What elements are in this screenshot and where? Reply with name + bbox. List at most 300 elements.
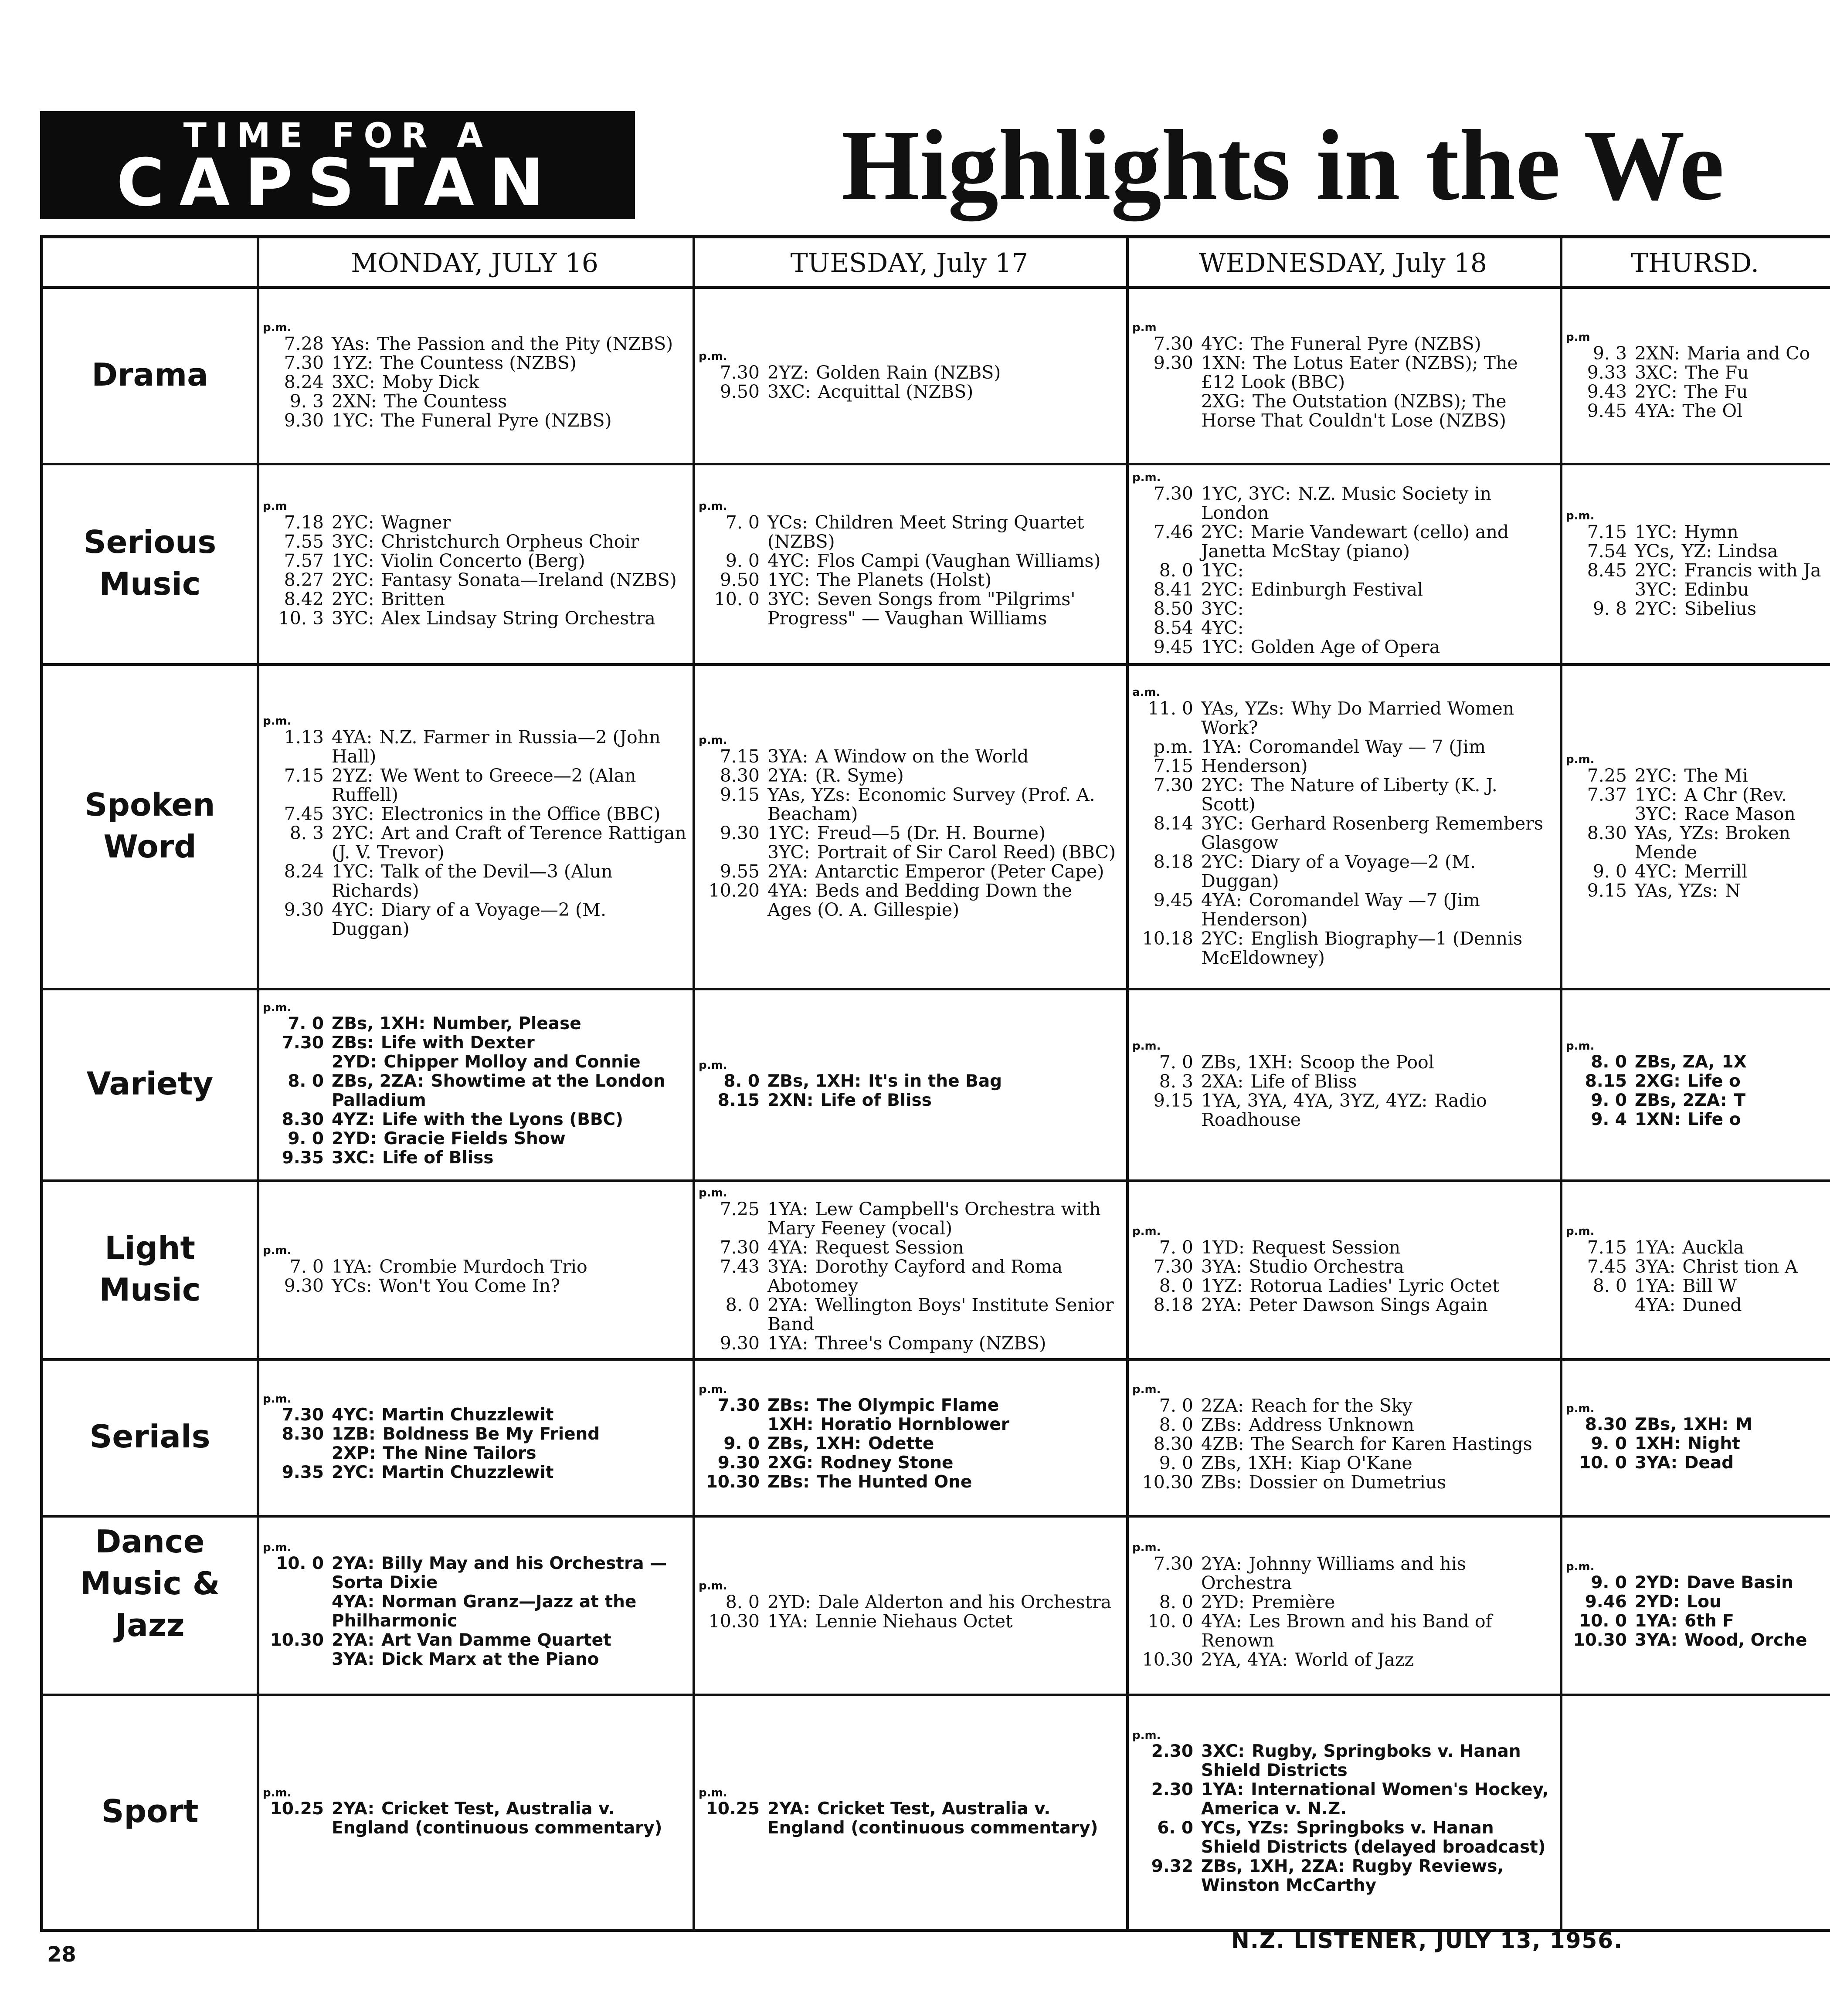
programme-entry: [263, 823, 686, 862]
station-call-sign: 1YC:: [332, 550, 374, 571]
programme-details: [1201, 737, 1554, 776]
station-call-sign: YCs:: [767, 512, 808, 533]
programme-title: A Chr (Rev.: [1684, 784, 1787, 805]
station-call-sign: 4YA:: [767, 880, 808, 901]
programme-cell-content: [1132, 686, 1554, 967]
station-call-sign: 1YZ:: [1201, 1275, 1243, 1296]
programme-entry: [1566, 599, 1824, 618]
programme-entry: [699, 1238, 1120, 1257]
programme-entry: [1566, 1434, 1824, 1454]
programme-details: [1635, 1612, 1824, 1631]
station-call-sign: ZBs:: [1201, 1472, 1242, 1493]
programme-details: [1201, 1434, 1554, 1454]
broadcast-time: 10.30: [1142, 1649, 1193, 1670]
broadcast-time: 7.30: [720, 362, 760, 383]
programme-entry: [699, 363, 1120, 382]
station-call-sign: 1YC:: [1635, 784, 1677, 805]
broadcast-time: 7.54: [1587, 541, 1627, 562]
programme-details: [332, 1149, 686, 1168]
programme-title: Peter Dawson Sings Again: [1249, 1294, 1488, 1315]
programme-details: [767, 382, 1120, 401]
station-call-sign: 1XH:: [767, 1415, 814, 1434]
broadcast-time: 8. 0: [1159, 1275, 1193, 1296]
programme-details: [1201, 891, 1554, 929]
broadcast-time: 9.15: [1587, 880, 1627, 901]
time-period-label: p.m.: [263, 1786, 292, 1799]
programme-entry: [1132, 334, 1554, 353]
programme-entry: [263, 353, 686, 373]
programme-entry: [1566, 766, 1824, 785]
programme-entry: [263, 862, 686, 900]
broadcast-time: [1132, 392, 1201, 430]
station-call-sign: 4YA:: [332, 726, 373, 748]
programme-cell: [1132, 994, 1554, 1175]
station-call-sign: ZBs, ZA,: [1635, 1052, 1715, 1072]
programme-cell: [263, 469, 686, 659]
time-period-label: p.m.: [1132, 1040, 1161, 1053]
programme-details: [1635, 881, 1824, 900]
programme-entry: [263, 766, 686, 804]
broadcast-time: 10.30: [708, 1611, 760, 1632]
programme-entry: [1132, 1091, 1554, 1129]
programme-title: It's in the Bag: [868, 1071, 1002, 1091]
programme-cell: [1132, 469, 1554, 659]
broadcast-time: 10. 0: [276, 1554, 324, 1573]
programme-cell-content: [699, 734, 1120, 919]
station-call-sign: 2YD:: [1635, 1592, 1680, 1612]
programme-entry: [1566, 823, 1824, 862]
station-call-sign: 3YA:: [1635, 1256, 1676, 1277]
programme-details: [332, 1554, 686, 1592]
programme-details: [332, 1444, 686, 1463]
grid-row-rule: [43, 463, 1830, 465]
station-call-sign: 2XG:: [1635, 1071, 1681, 1091]
programme-details: [1201, 522, 1554, 561]
programme-title: Dossier on Dumetrius: [1249, 1472, 1446, 1493]
broadcast-time: 9. 8: [1592, 598, 1627, 619]
programme-entry: [1566, 1238, 1824, 1257]
programme-title: Electronics in the Office (BBC): [381, 803, 661, 824]
programme-details: [1635, 862, 1824, 881]
programme-details: [332, 590, 686, 609]
programme-details: [767, 570, 1120, 590]
broadcast-time: 8.18: [1153, 1294, 1193, 1315]
programme-entry: [263, 1463, 686, 1482]
broadcast-time: 9. 0: [1591, 1573, 1627, 1592]
programme-entry: [263, 1425, 686, 1444]
programme-entry: [263, 1149, 686, 1168]
broadcast-time: 10. 0: [1579, 1453, 1627, 1473]
programme-entry: [699, 1091, 1120, 1110]
programme-details: [1201, 1295, 1554, 1315]
programme-title: Rugby, Springboks v. Hanan Shield Districts: [1201, 1742, 1521, 1780]
station-call-sign: 1YC:: [767, 822, 810, 844]
day-header: THURSD.: [1630, 248, 1759, 278]
broadcast-time: 9.30: [717, 1453, 760, 1473]
programme-title: Alex Lindsay String Orchestra: [381, 608, 655, 629]
broadcast-time: 10.30: [1142, 1472, 1193, 1493]
time-period-label: p.m.: [1566, 509, 1595, 522]
broadcast-time: [263, 1650, 332, 1669]
programme-entry: [1566, 1454, 1824, 1473]
programme-title: Rodney Stone: [820, 1453, 954, 1473]
grid-row-rule: [43, 1179, 1830, 1182]
programme-title: Auckla: [1682, 1237, 1744, 1258]
broadcast-time: 8.24: [284, 861, 324, 882]
programme-details: [332, 551, 686, 570]
programme-title: Dave Basin: [1687, 1573, 1793, 1592]
time-period-label: p.m.: [1566, 1040, 1595, 1053]
programme-details: [332, 823, 686, 862]
programme-entry: [1566, 1573, 1824, 1592]
programme-entry: [1132, 1434, 1554, 1454]
programme-cell-content: [1132, 1225, 1554, 1315]
programme-entry: [1132, 1238, 1554, 1257]
programme-details: [767, 1592, 1120, 1612]
category-label: Serials: [89, 1418, 211, 1455]
programme-title: Dead: [1684, 1453, 1734, 1473]
category-label: Serious Music: [83, 524, 217, 602]
programme-entry: [263, 532, 686, 551]
broadcast-time: 8. 3: [1159, 1071, 1193, 1092]
station-call-sign: 2YA:: [767, 861, 808, 882]
programme-title: Life of Bliss: [382, 1148, 494, 1168]
time-period-label: p.m: [1566, 330, 1590, 344]
broadcast-time: 7. 0: [1159, 1237, 1193, 1258]
programme-details: [332, 900, 686, 939]
grid-column-rule: [1126, 238, 1129, 1929]
programme-details: [332, 1276, 686, 1295]
station-call-sign: 3YA:: [1635, 1630, 1678, 1650]
programme-cell-content: [1566, 1040, 1824, 1129]
programme-entry: [1132, 1780, 1554, 1819]
programme-details: [332, 1799, 686, 1838]
ad-tagline: TIME FOR A: [183, 116, 492, 156]
programme-entry: [1132, 1257, 1554, 1276]
station-call-sign: 4ZB:: [1201, 1433, 1244, 1454]
programme-cell: [1566, 1364, 1824, 1511]
programme-entry: [1566, 881, 1824, 900]
programme-entry: [1132, 1295, 1554, 1315]
programme-title: Showtime at the London Palladium: [332, 1071, 665, 1110]
broadcast-time: 7.43: [720, 1256, 760, 1277]
broadcast-time: 7.46: [1153, 522, 1193, 542]
station-call-sign: 4YC:: [1201, 333, 1244, 354]
station-call-sign: 2YA:: [767, 765, 808, 786]
broadcast-time: 7.15: [284, 765, 324, 786]
programme-entry: [1132, 484, 1554, 522]
programme-entry: [263, 900, 686, 939]
programme-title: The Fu: [1684, 381, 1748, 402]
station-call-sign: 2YC:: [1635, 381, 1677, 402]
programme-details: [1635, 1295, 1824, 1315]
programme-entry: [1132, 1473, 1554, 1492]
programme-entry: [699, 1396, 1120, 1415]
programme-entry: [1132, 929, 1554, 967]
broadcast-time: 9.15: [720, 784, 760, 805]
programme-details: [767, 590, 1120, 628]
programme-entry: [263, 1014, 686, 1033]
programme-cell: [699, 994, 1120, 1175]
station-call-sign: 1YA:: [767, 1199, 808, 1220]
programme-entry: [1132, 1072, 1554, 1091]
broadcast-time: 7. 0: [725, 512, 760, 533]
programme-details: [767, 1473, 1120, 1492]
programme-cell: [1566, 292, 1824, 458]
programme-cell: [263, 1364, 686, 1511]
station-call-sign: 4YA:: [767, 1237, 808, 1258]
broadcast-time: 8. 0: [725, 1592, 760, 1613]
broadcast-time: 9.43: [1587, 381, 1627, 402]
programme-entry: [1566, 1053, 1824, 1072]
time-period-label: p.m.: [1566, 1402, 1595, 1415]
programme-entry: [699, 570, 1120, 590]
programme-details: [1201, 1473, 1554, 1492]
programme-details: [1635, 401, 1824, 420]
programme-title: Les Brown and his Band of Renown: [1201, 1611, 1492, 1651]
broadcast-time: 7.30: [1153, 333, 1193, 354]
station-call-sign: 4YZ:: [332, 1110, 375, 1129]
programme-details: [332, 532, 686, 551]
broadcast-time: 9.30: [1153, 352, 1193, 373]
programme-cell-content: [699, 1383, 1120, 1492]
broadcast-time: 8.27: [284, 569, 324, 590]
station-call-sign: 2YA, 4YA:: [1201, 1649, 1288, 1670]
programme-cell-content: [1132, 1541, 1554, 1669]
programme-entry: [1132, 891, 1554, 929]
programme-cell: [263, 1700, 686, 1925]
station-call-sign: 1YA:: [1635, 1611, 1678, 1631]
programme-cell-content: [263, 1786, 686, 1838]
programme-cell-content: [699, 350, 1120, 401]
programme-details: [767, 1434, 1120, 1454]
broadcast-time: 7.45: [1587, 1256, 1627, 1277]
time-period-label: p.m.: [699, 1383, 727, 1396]
station-call-sign: 4YC:: [767, 550, 810, 571]
programme-details: [1201, 929, 1554, 967]
programme-title: Address Unknown: [1249, 1414, 1414, 1435]
programme-details: [767, 1295, 1120, 1334]
station-call-sign: YAs, YZs:: [1635, 880, 1718, 901]
station-call-sign: 4YC:: [332, 899, 374, 920]
programme-details: [332, 1425, 686, 1444]
programme-title: Duned: [1682, 1294, 1742, 1315]
programme-title: A Window on the World: [815, 745, 1029, 767]
programme-title: The Ol: [1682, 400, 1743, 421]
programme-title: Springboks v. Hanan Shield Districts (delayed broadcast): [1201, 1818, 1546, 1857]
programme-title: Diary of a Voyage—2 (M. Duggan): [1201, 851, 1476, 891]
programme-title: Hymn: [1684, 522, 1738, 542]
programme-title: Seven Songs from "Pilgrims' Progress" — Vaughan Williams: [767, 589, 1076, 629]
programme-entry: [263, 1276, 686, 1295]
programme-title: Art Van Damme Quartet: [381, 1630, 611, 1650]
station-call-sign: 2YD:: [767, 1592, 811, 1613]
station-call-sign: 1YA:: [1635, 1275, 1676, 1296]
broadcast-time: 9. 3: [1592, 342, 1627, 364]
programme-cell: [263, 1521, 686, 1689]
station-call-sign: 2YC:: [1201, 774, 1244, 796]
programme-details: [767, 862, 1120, 881]
programme-entry: [1566, 1415, 1824, 1434]
programme-entry: [1566, 1072, 1824, 1091]
station-call-sign: ZBs, 1XH:: [1635, 1415, 1729, 1434]
programme-title: Portrait of Sir Carol Reed) (BBC): [817, 841, 1116, 863]
programme-entry: [1132, 1454, 1554, 1473]
broadcast-time: 7.18: [284, 512, 324, 533]
station-call-sign: ZBs:: [332, 1033, 374, 1053]
programme-cell-content: [1566, 1225, 1824, 1315]
programme-entry: [1566, 522, 1824, 542]
programme-details: [1635, 599, 1824, 618]
station-call-sign: 1YA:: [767, 1333, 808, 1354]
broadcast-time: [1566, 580, 1635, 599]
programme-entry: [1132, 1742, 1554, 1780]
programme-details: [1201, 580, 1554, 599]
broadcast-time: 10.18: [1142, 928, 1193, 949]
station-call-sign: 2YC:: [332, 589, 374, 610]
programme-entry: [699, 747, 1120, 766]
programme-cell-content: [699, 1786, 1120, 1838]
station-call-sign: 2YZ:: [332, 765, 373, 786]
broadcast-time: 9. 0: [1591, 1434, 1627, 1454]
time-period-label: p.m: [1132, 321, 1157, 334]
station-call-sign: 1YC:: [332, 410, 374, 431]
grid-row-rule: [43, 988, 1830, 990]
programme-details: [332, 1053, 686, 1072]
programme-title: Britten: [381, 589, 445, 610]
broadcast-time: 8.24: [284, 371, 324, 393]
programme-details: [1201, 1554, 1554, 1592]
programme-details: [1635, 363, 1824, 382]
programme-title: Wagner: [381, 512, 451, 533]
station-call-sign: 1YA:: [1201, 736, 1242, 757]
broadcast-time: [263, 1592, 332, 1631]
programme-cell: [1132, 1700, 1554, 1925]
programme-cell-content: [263, 715, 686, 939]
programme-title: Violin Concerto (Berg): [381, 550, 585, 571]
programme-entry: [263, 590, 686, 609]
station-call-sign: 2XG:: [1201, 390, 1246, 412]
programme-details: [332, 570, 686, 590]
programme-entry: [699, 551, 1120, 570]
time-period-label: a.m.: [1132, 685, 1161, 699]
programme-title: The Nature of Liberty (K. J. Scott): [1201, 774, 1497, 815]
station-call-sign: 1XH:: [1635, 1434, 1681, 1454]
broadcast-time: 9.32: [1151, 1857, 1193, 1876]
station-call-sign: 3YA:: [332, 1650, 375, 1669]
station-call-sign: 3YC:: [332, 531, 374, 552]
programme-entry: [1132, 737, 1554, 776]
station-call-sign: ZBs, 1XH:: [767, 1434, 862, 1454]
programme-title: Marie Vandewart (cello) and Janetta McStay (piano): [1201, 522, 1509, 562]
broadcast-time: 9.30: [720, 1333, 760, 1354]
programme-details: [1201, 1454, 1554, 1473]
time-period-label: p.m.: [263, 714, 292, 728]
programme-details: [332, 728, 686, 766]
programme-cell: [699, 669, 1120, 983]
programme-entry: [1566, 1612, 1824, 1631]
programme-details: [332, 1650, 686, 1669]
time-period-label: p.m: [263, 500, 287, 513]
programme-entry: [1566, 1592, 1824, 1612]
broadcast-time: 8. 0: [1591, 1052, 1627, 1072]
programme-title: Won't You Come In?: [379, 1275, 560, 1296]
station-call-sign: 1YD:: [1201, 1237, 1245, 1258]
programme-details: [1635, 1631, 1824, 1650]
programme-title: The Countess (NZBS): [380, 352, 577, 373]
programme-details: [332, 373, 686, 392]
station-call-sign: 2ZA:: [1201, 1395, 1244, 1416]
time-period-label: p.m.: [263, 1001, 292, 1014]
programme-details: [332, 1257, 686, 1276]
programme-title: Life of Bliss: [820, 1091, 932, 1110]
programme-title: The Search for Karen Hastings: [1251, 1433, 1532, 1454]
station-call-sign: ZBs, 2ZA:: [332, 1071, 424, 1091]
broadcast-time: 8.54: [1153, 617, 1193, 638]
programme-title: We Went to Greece—2 (Alan Ruffell): [332, 765, 636, 805]
programme-entry: [263, 728, 686, 766]
station-call-sign: 2YA:: [1201, 1294, 1242, 1315]
broadcast-time: 7.25: [1587, 765, 1627, 786]
broadcast-time: [263, 1053, 332, 1072]
programme-entry: [1132, 1592, 1554, 1612]
broadcast-time: 9.33: [1587, 362, 1627, 383]
broadcast-time: 8. 3: [289, 822, 324, 844]
programme-details: [1635, 344, 1824, 363]
station-call-sign: 3XC:: [1201, 1742, 1245, 1761]
programme-entry: [1132, 1612, 1554, 1650]
programme-entry: [1566, 1091, 1824, 1110]
broadcast-time: [699, 843, 767, 862]
programme-entry: [699, 1072, 1120, 1091]
programme-details: [1201, 852, 1554, 891]
programme-cell-content: [263, 1001, 686, 1168]
programme-title: The Funeral Pyre (NZBS): [381, 410, 612, 431]
programme-details: [767, 551, 1120, 570]
programme-title: Life of Bliss: [1250, 1071, 1357, 1092]
programme-title: Chipper Molloy and Connie: [384, 1052, 641, 1072]
programme-entry: [1132, 561, 1554, 580]
programme-details: [767, 1091, 1120, 1110]
broadcast-time: 9.50: [720, 381, 760, 402]
programme-entry: [699, 1257, 1120, 1295]
programme-title: Francis with Ja: [1684, 560, 1821, 581]
programme-title: N.Z. Farmer in Russia—2 (John Hall): [332, 726, 661, 767]
broadcast-time: 8. 0: [1592, 1275, 1627, 1296]
broadcast-time: 7.30: [720, 1237, 760, 1258]
broadcast-time: 7.30: [1153, 774, 1193, 796]
programme-entry: [699, 862, 1120, 881]
station-call-sign: 2YC:: [1201, 579, 1244, 600]
station-call-sign: YCs, YZs:: [1201, 1818, 1290, 1838]
programme-entry: [263, 392, 686, 411]
category-label: Variety: [86, 1065, 214, 1102]
programme-title: YZs: Broken Mende: [1635, 822, 1790, 863]
broadcast-time: 8.15: [717, 1091, 760, 1110]
station-call-sign: 3YC:: [1635, 803, 1677, 824]
programme-title: Merrill: [1684, 861, 1748, 882]
station-call-sign: 2YD:: [332, 1052, 377, 1072]
time-period-label: p.m.: [263, 1244, 292, 1257]
programme-entry: [1566, 1631, 1824, 1650]
programme-entry: [1132, 699, 1554, 737]
programme-title: Race Mason: [1684, 803, 1796, 824]
category-label: Drama: [92, 356, 208, 393]
station-call-sign: 4YA:: [1635, 1294, 1676, 1315]
programme-title: Première: [1251, 1592, 1335, 1613]
programme-title: Lennie Niehaus Octet: [815, 1611, 1013, 1632]
programme-title: Freud—5 (Dr. H. Bourne): [817, 822, 1046, 844]
